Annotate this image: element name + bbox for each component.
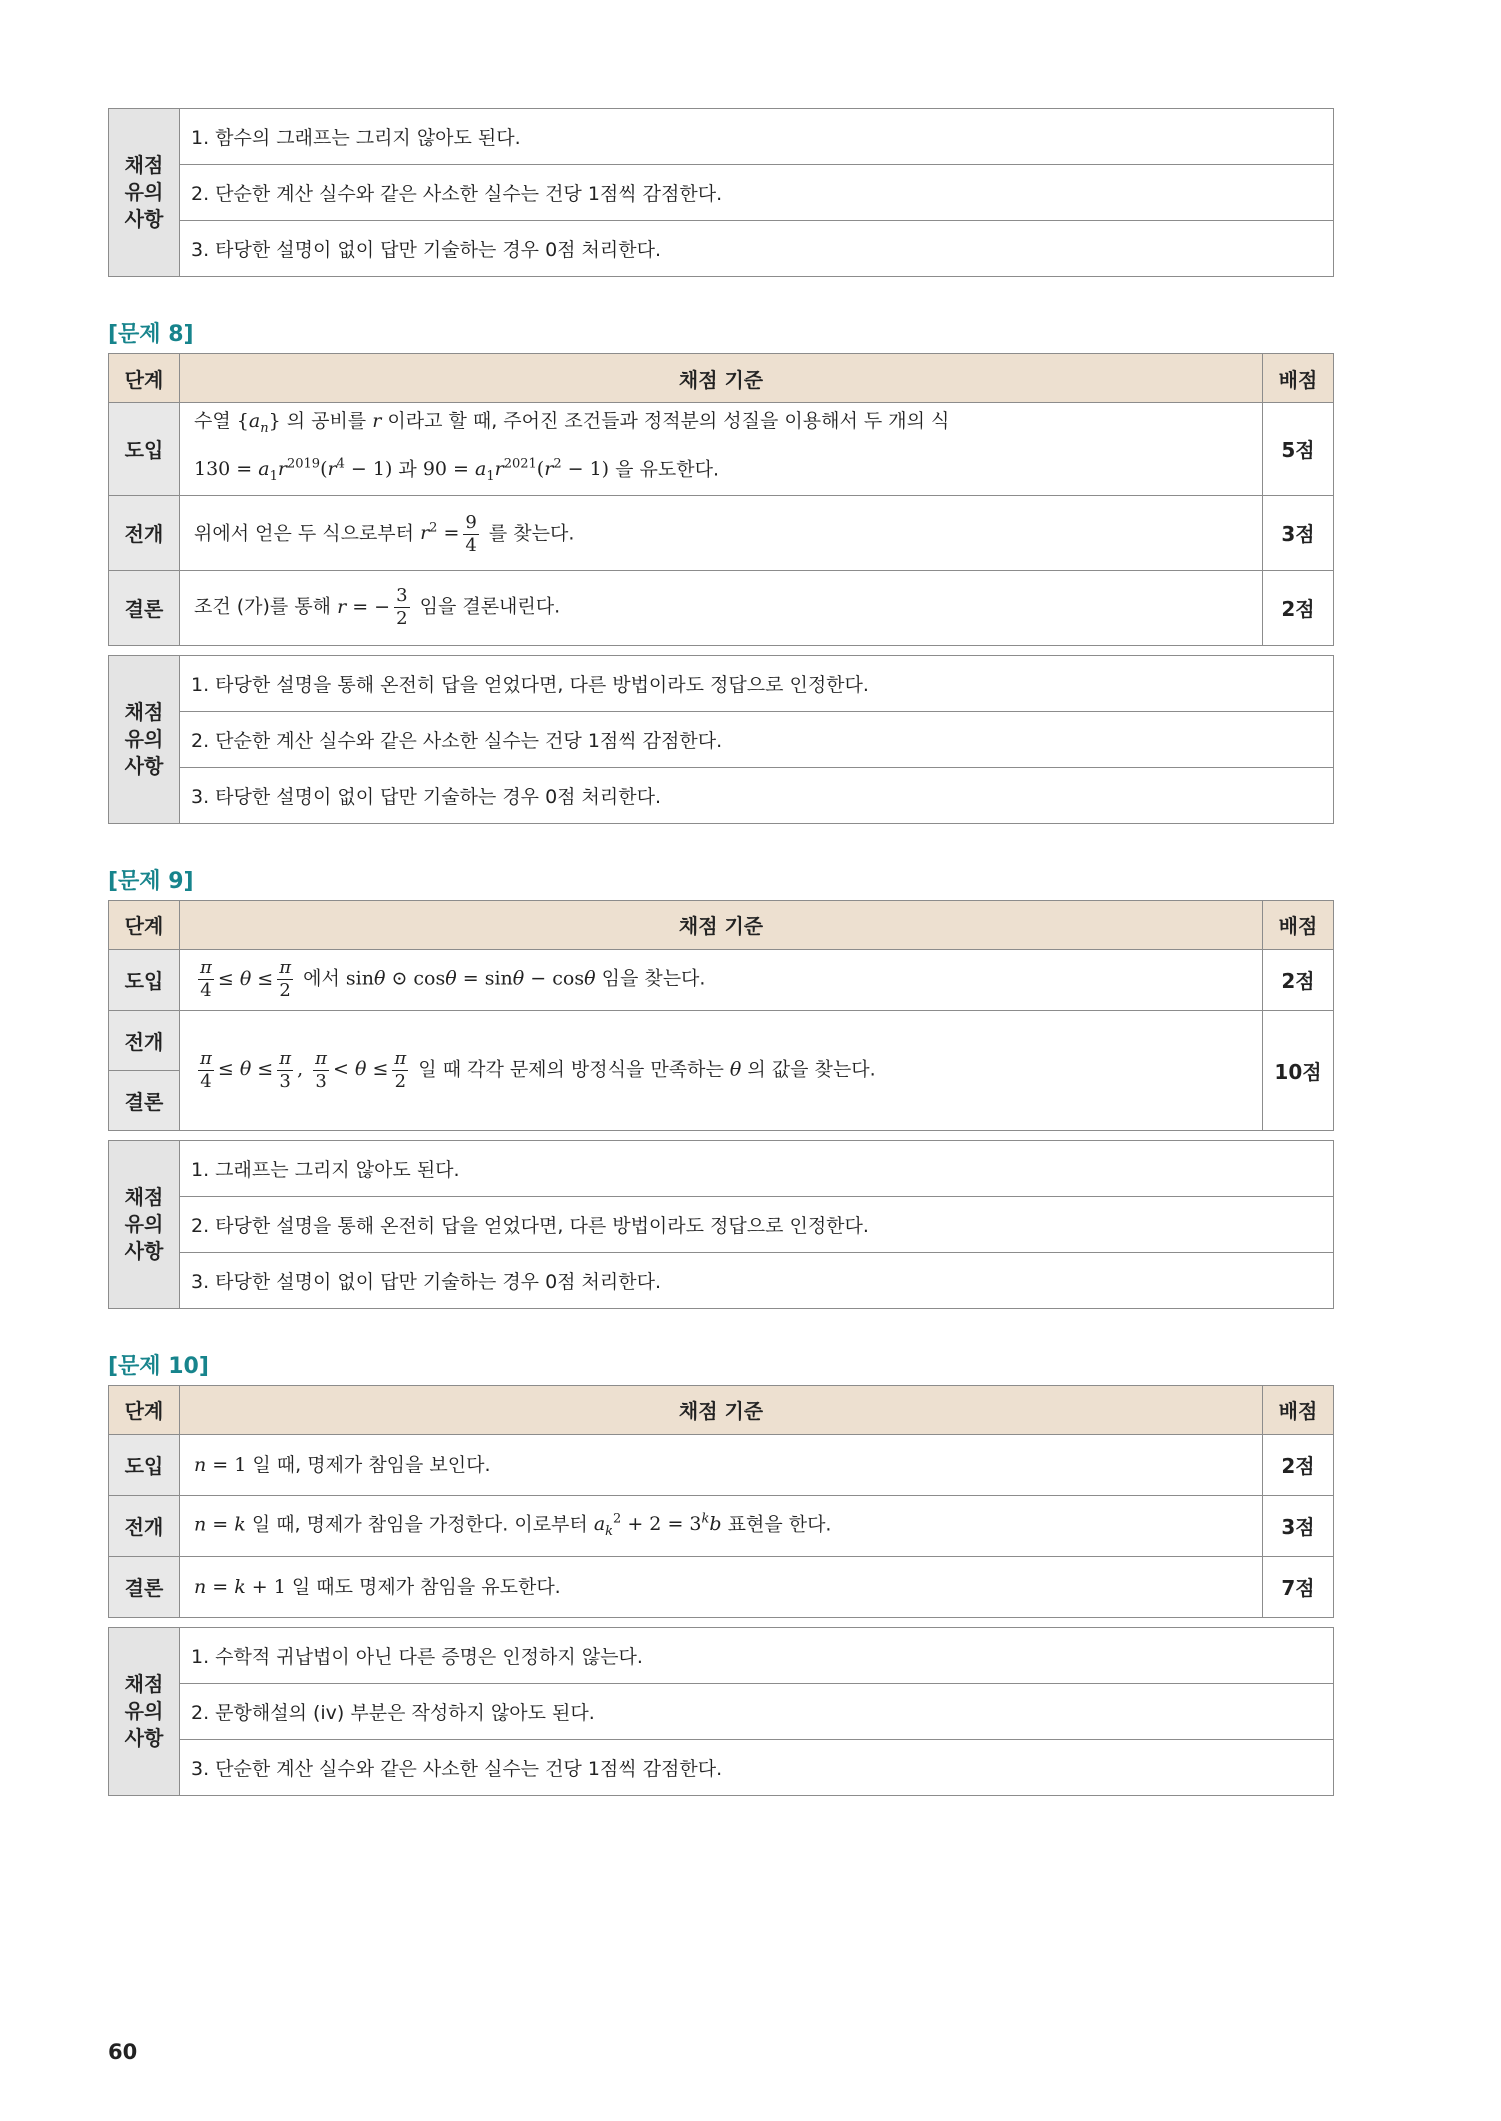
- note-item: 1. 그래프는 그리지 않아도 된다.: [180, 1140, 1334, 1196]
- math-expr: $\frac{\pi}{4}$ ≤ θ ≤ $\frac{\pi}{2}$: [200, 957, 292, 1002]
- math-expr: sinθ ⊙ cosθ = sinθ − cosθ: [345, 967, 596, 990]
- math-expr: θ: [729, 1058, 742, 1081]
- score-cell: 3점: [1263, 495, 1334, 570]
- header-score: 배점: [1263, 1385, 1334, 1434]
- note-item: 1. 수학적 귀납법이 아닌 다른 증명은 인정하지 않는다.: [180, 1627, 1334, 1683]
- step-cell: 결론: [109, 570, 180, 645]
- header-criteria: 채점 기준: [180, 1385, 1263, 1434]
- criteria-cell: n = 1 일 때, 명제가 참임을 보인다.: [180, 1434, 1263, 1495]
- criteria-cell: $\frac{\pi}{4}$ ≤ θ ≤ $\frac{\pi}{2}$ 에서 sinθ ⊙ cosθ = sinθ − cosθ 임을 찾는다.: [180, 949, 1263, 1010]
- math-expr: n = 1: [194, 1453, 247, 1476]
- criteria-cell: n = k + 1 일 때도 명제가 참임을 유도한다.: [180, 1556, 1263, 1617]
- note-item: 2. 단순한 계산 실수와 같은 사소한 실수는 건당 1점씩 감점한다.: [180, 165, 1334, 221]
- note-item: 1. 함수의 그래프는 그리지 않아도 된다.: [180, 109, 1334, 165]
- criteria-cell: 위에서 얻은 두 식으로부터 $r^2$ = $\frac{9}{4}$ 를 찾는다.: [180, 495, 1263, 570]
- math-expr: r = − $\frac{3}{2}$: [337, 585, 408, 630]
- criteria-cell: 조건 (가)를 통해 r = − $\frac{3}{2}$ 임을 결론내린다.: [180, 570, 1263, 645]
- criteria-cell: n = k 일 때, 명제가 참임을 가정한다. 이로부터 $a_k^2 + 2 = 3^kb$ 표현을 한다.: [180, 1495, 1263, 1556]
- criteria-cell: $\frac{\pi}{4}$ ≤ θ ≤ $\frac{\pi}{3}$ , $\frac{\pi}{3}$ < θ ≤ $\frac{\pi}{2}$ 일 때 각각 문제의 방정식을 만족하는 θ 의 값을 찾는다.: [180, 1010, 1263, 1130]
- header-score: 배점: [1263, 354, 1334, 403]
- criteria-cell: 수열 $\{a_n\}$ 의 공비를 r 이라고 할 때, 주어진 조건들과 정적분의 성질을 이용해서 두 개의 식 $130 = a_1r^{2019}(r^4 - 1)$ 과 $90 = a_1r^{2021}(r^2 - 1)$ 을 유도한다.: [180, 403, 1263, 496]
- problem-9-title: [문제 9]: [108, 868, 194, 894]
- step-cell: 전개: [109, 495, 180, 570]
- step-cell: 도입: [109, 949, 180, 1010]
- page-number: 60: [108, 2040, 138, 2064]
- note-item: 2. 단순한 계산 실수와 같은 사소한 실수는 건당 1점씩 감점한다.: [180, 711, 1334, 767]
- notes-label: 채점 유의 사항: [109, 655, 180, 823]
- notes-table-p8: [108, 655, 1334, 824]
- score-cell: 5점: [1263, 403, 1334, 496]
- problem-8-title: [문제 8]: [108, 322, 194, 347]
- score-cell: 3점: [1263, 1495, 1334, 1556]
- score-cell: 10점: [1263, 1010, 1334, 1130]
- grading-table-p10: [108, 1385, 1334, 1618]
- score-cell: 7점: [1263, 1556, 1334, 1617]
- page-content: [108, 108, 1334, 1796]
- note-item: 3. 타당한 설명이 없이 답만 기술하는 경우 0점 처리한다.: [180, 221, 1334, 277]
- step-cell: 도입: [109, 1434, 180, 1495]
- note-item: 3. 타당한 설명이 없이 답만 기술하는 경우 0점 처리한다.: [180, 1252, 1334, 1308]
- step-cell: 도입: [109, 403, 180, 496]
- note-item: 2. 타당한 설명을 통해 온전히 답을 얻었다면, 다른 방법이라도 정답으로 인정한다.: [180, 1196, 1334, 1252]
- math-expr: $\frac{\pi}{4}$ ≤ θ ≤ $\frac{\pi}{3}$ , $\frac{\pi}{3}$ < θ ≤ $\frac{\pi}{2}$: [200, 1047, 407, 1092]
- math-expr: r: [372, 410, 382, 432]
- step-cell: 결론: [109, 1070, 180, 1130]
- math-expr: $a_k^2 + 2 = 3^kb$: [593, 1511, 722, 1539]
- note-item: 1. 타당한 설명을 통해 온전히 답을 얻었다면, 다른 방법이라도 정답으로 인정한다.: [180, 655, 1334, 711]
- math-expr: $r^2$ = $\frac{9}{4}$: [420, 511, 477, 556]
- header-criteria: 채점 기준: [180, 900, 1263, 949]
- header-step: 단계: [109, 900, 180, 949]
- header-score: 배점: [1263, 900, 1334, 949]
- note-item: 2. 문항해설의 (iv) 부분은 작성하지 않아도 된다.: [180, 1683, 1334, 1739]
- header-step: 단계: [109, 354, 180, 403]
- math-expr: $90 = a_1r^{2021}(r^2 - 1)$: [422, 456, 610, 484]
- notes-table-top: [108, 108, 1334, 277]
- score-cell: 2점: [1263, 1434, 1334, 1495]
- math-expr: n = k: [194, 1513, 246, 1536]
- header-step: 단계: [109, 1385, 180, 1434]
- notes-table-p9: [108, 1140, 1334, 1309]
- step-cell: 결론: [109, 1556, 180, 1617]
- grading-table-p9: [108, 900, 1334, 1131]
- math-expr: $130 = a_1r^{2019}(r^4 - 1)$: [194, 456, 393, 484]
- notes-label: 채점 유의 사항: [109, 1627, 180, 1795]
- math-expr: n = k + 1: [194, 1575, 286, 1598]
- score-cell: 2점: [1263, 570, 1334, 645]
- step-cell: 전개: [109, 1010, 180, 1070]
- note-item: 3. 단순한 계산 실수와 같은 사소한 실수는 건당 1점씩 감점한다.: [180, 1739, 1334, 1795]
- math-expr: $\{a_n\}$: [236, 410, 281, 436]
- step-cell: 전개: [109, 1495, 180, 1556]
- header-criteria: 채점 기준: [180, 354, 1263, 403]
- problem-10-title: [문제 10]: [108, 1353, 209, 1379]
- note-item: 3. 타당한 설명이 없이 답만 기술하는 경우 0점 처리한다.: [180, 767, 1334, 823]
- notes-table-p10: [108, 1627, 1334, 1796]
- notes-label: 채점 유의 사항: [109, 109, 180, 277]
- score-cell: 2점: [1263, 949, 1334, 1010]
- notes-label: 채점 유의 사항: [109, 1140, 180, 1308]
- grading-table-p8: [108, 353, 1334, 646]
